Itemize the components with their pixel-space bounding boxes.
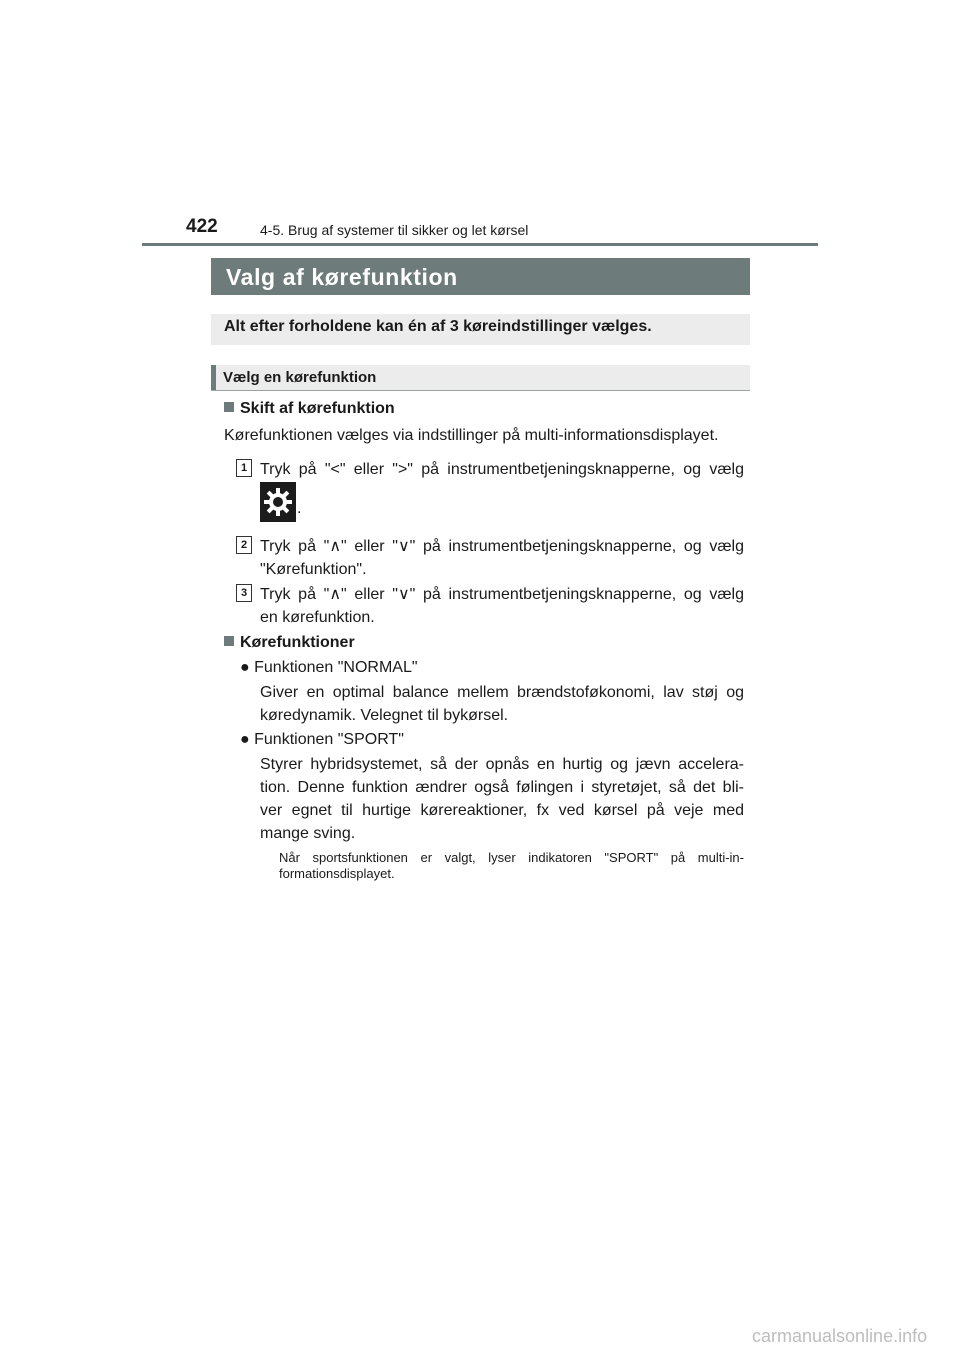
title-bar — [211, 258, 750, 295]
step-number-3: 3 — [236, 584, 252, 602]
subsection-title: Vælg en kørefunktion — [223, 369, 377, 386]
step-1-line-2: . — [297, 500, 302, 517]
page-title: Valg af kørefunktion — [226, 264, 458, 290]
sport-mode-line-1: Styrer hybridsystemet, så der opnås en hurtig og jævn accelera- — [260, 756, 744, 773]
gear-icon — [260, 482, 296, 522]
square-bullet-icon — [224, 402, 234, 412]
sport-note-line-1: Når sportsfunktionen er valgt, lyser indikatoren "SPORT" på multi-in- — [279, 850, 744, 865]
switch-heading-text: Skift af kørefunktion — [240, 400, 395, 417]
sport-mode-title — [240, 728, 404, 751]
sport-mode-line-3: ver egnet til hurtige kørereaktioner, fx ved kørsel på veje med — [260, 802, 744, 819]
switch-heading — [224, 397, 395, 420]
sport-mode-line-2: tion. Denne funktion ændrer også følingen i styretøjet, så det bli- — [260, 779, 744, 796]
normal-mode-title-text: Funktionen "NORMAL" — [254, 659, 418, 676]
step-1-line-1: Tryk på "<" eller ">" på instrumentbetjeningsknapperne, og vælg — [260, 461, 744, 478]
step-number-2: 2 — [236, 536, 252, 554]
step-3-line-1: Tryk på "∧" eller "∨" på instrumentbetjeningsknapperne, og vælg — [260, 586, 744, 603]
normal-mode-title — [240, 656, 418, 679]
subsection-accent — [211, 365, 216, 390]
modes-heading — [224, 631, 355, 654]
intro-text: Alt efter forholdene kan én af 3 køreindstillinger vælges. — [224, 318, 652, 335]
watermark: carmanualsonline.info — [752, 1326, 928, 1346]
subsection-bar — [211, 365, 750, 391]
sport-mode-title-text: Funktionen "SPORT" — [254, 731, 404, 748]
step-2-line-1: Tryk på "∧" eller "∨" på instrumentbetjeningsknapperne, og vælg — [260, 538, 744, 555]
round-bullet-icon: ● — [240, 659, 250, 676]
sport-note-line-2: formationsdisplayet. — [279, 866, 395, 881]
round-bullet-icon: ● — [240, 731, 250, 748]
step-number-1: 1 — [236, 459, 252, 477]
normal-mode-line-1: Giver en optimal balance mellem brændstoføkonomi, lav støj og — [260, 684, 744, 701]
square-bullet-icon — [224, 636, 234, 646]
section-header: 4-5. Brug af systemer til sikker og let kørsel — [260, 222, 529, 238]
normal-mode-line-2: køredynamik. Velegnet til bykørsel. — [260, 707, 509, 724]
step-2-line-2: "Kørefunktion". — [260, 561, 367, 578]
modes-heading-text: Kørefunktioner — [240, 634, 355, 651]
intro-box — [211, 314, 750, 345]
header-rule — [142, 243, 818, 246]
step-3-line-2: en kørefunktion. — [260, 609, 375, 626]
switch-description: Kørefunktionen vælges via indstillinger på multi-informationsdisplayet. — [224, 427, 719, 444]
sport-mode-line-4: mange sving. — [260, 825, 356, 842]
page-number: 422 — [186, 216, 218, 237]
